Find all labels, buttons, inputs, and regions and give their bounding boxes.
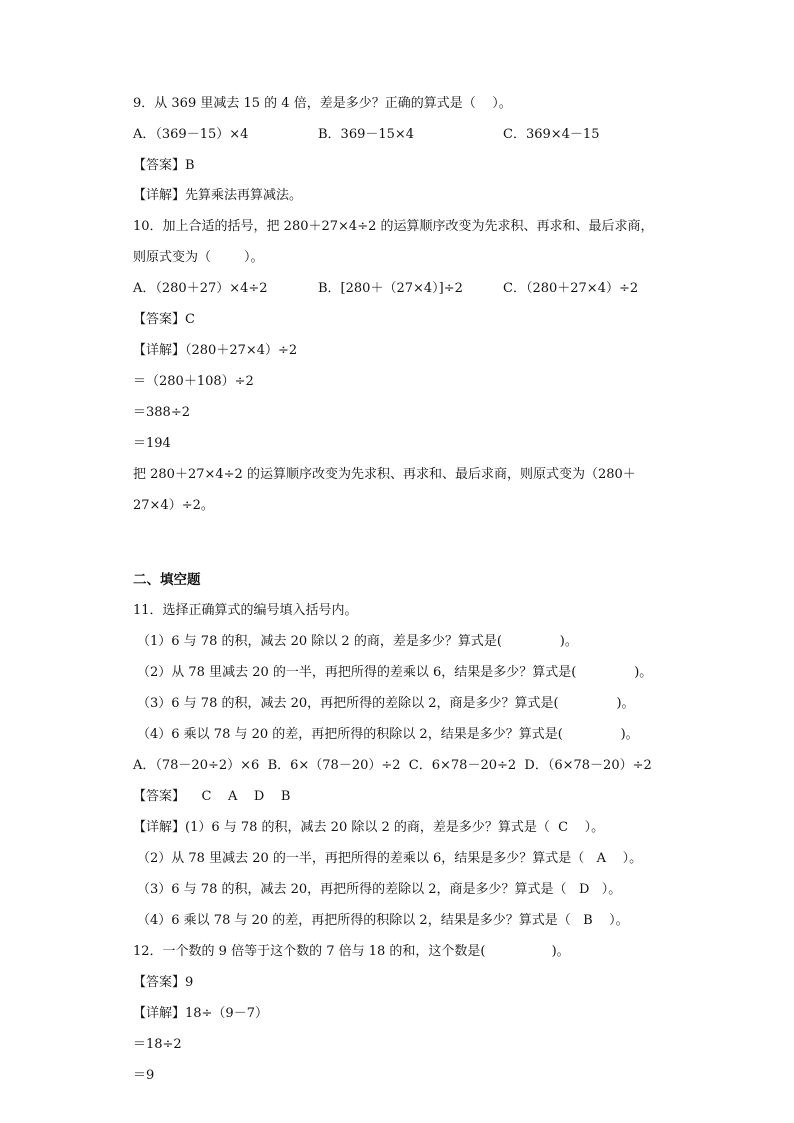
- q10-stem-line2: 则原式变为（ ）。: [133, 250, 264, 265]
- q9-answer: 【答案】B: [133, 158, 195, 173]
- section-title: 二、填空题: [133, 572, 201, 588]
- q11-stem: 11．选择正确算式的编号填入括号内。: [133, 603, 358, 618]
- q12-detail-line: 【详解】18÷（9－7）: [133, 1006, 268, 1021]
- q11-part: （2）从 78 里减去 20 的一半，再把所得的差乘以 6，结果是多少？算式是( )。: [137, 665, 653, 680]
- q11-answer: 【答案】 C A D B: [133, 789, 291, 804]
- q9-option-a: A．（369－15）×4: [133, 127, 249, 142]
- q10-detail-line: ＝（280＋108）÷2: [133, 374, 254, 389]
- q12-answer: 【答案】9: [133, 975, 194, 990]
- q12-stem: 12．一个数的 9 倍等于这个数的 7 倍与 18 的和，这个数是( )。: [133, 944, 570, 959]
- q10-stem-line1: 10．加上合适的括号，把 280＋27×4÷2 的运算顺序改变为先求积、再求和、最后求商，: [133, 219, 654, 234]
- q10-option-a: A．（280＋27）×4÷2: [133, 281, 268, 296]
- q9-detail: 【详解】先算乘法再算减法。: [133, 188, 303, 203]
- q9-option-b: B．369－15×4: [318, 127, 415, 142]
- q12-detail-line: ＝18÷2: [133, 1037, 182, 1052]
- q11-detail-line: （3）6 与 78 的积，减去 20，再把所得的差除以 2，商是多少？算式是（ D ）。: [137, 882, 622, 897]
- q10-detail-line: 【详解】（280＋27×4）÷2: [133, 343, 298, 358]
- q10-option-b: B．[280＋（27×4）]÷2: [318, 281, 463, 296]
- q11-part: （3）6 与 78 的积，减去 20，再把所得的差除以 2，商是多少？算式是( )。: [137, 696, 635, 711]
- q11-detail-line: （2）从 78 里减去 20 的一半，再把所得的差乘以 6，结果是多少？算式是（ A ）。: [137, 851, 643, 866]
- q9-stem: 9．从 369 里减去 15 的 4 倍，差是多少？正确的算式是（ ）。: [133, 96, 512, 111]
- q10-detail-line: 27×4）÷2。: [133, 498, 214, 513]
- q10-detail-line: 把 280＋27×4÷2 的运算顺序改变为先求积、再求和、最后求商，则原式变为（280＋: [133, 467, 636, 482]
- q12-detail-line: ＝9: [133, 1068, 155, 1083]
- q11-part: （1）6 与 78 的积，减去 20 除以 2 的商，差是多少？算式是( )。: [137, 634, 578, 649]
- q9-option-c: C．369×4－15: [503, 127, 600, 142]
- q11-detail-line: 【详解】(1）6 与 78 的积，减去 20 除以 2 的商，差是多少？算式是（ C ）。: [133, 820, 605, 835]
- q10-option-c: C．（280＋27×4）÷2: [503, 281, 639, 296]
- q10-answer: 【答案】C: [133, 312, 195, 327]
- q11-part: （4）6 乘以 78 与 20 的差，再把所得的积除以 2，结果是多少？算式是( )。: [137, 727, 639, 742]
- q11-choices: A．（78－20÷2）×6 B．6×（78－20）÷2 C．6×78－20÷2 D．（6×78－20）÷2: [133, 758, 652, 773]
- q10-detail-line: ＝388÷2: [133, 405, 190, 420]
- q11-detail-line: （4）6 乘以 78 与 20 的差，再把所得的积除以 2，结果是多少？算式是（ B ）。: [137, 913, 629, 928]
- q10-detail-line: ＝194: [133, 436, 171, 451]
